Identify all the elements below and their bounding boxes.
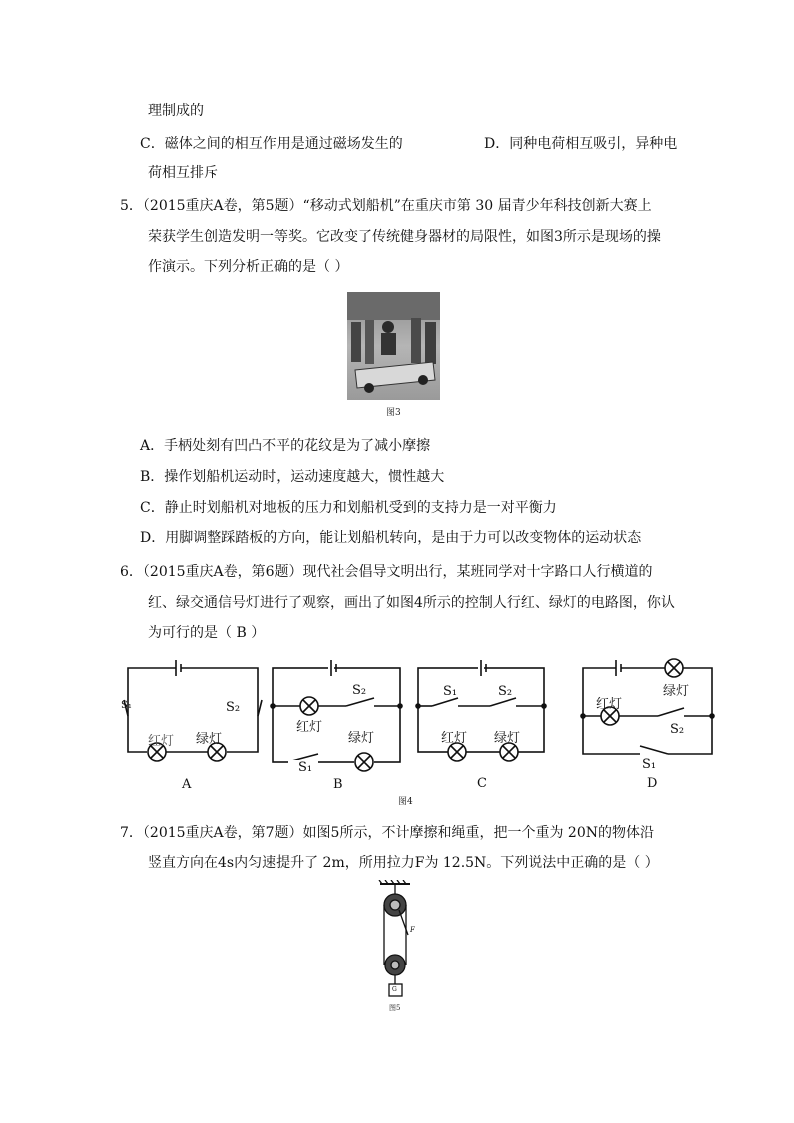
circuit-b-green-label: 绿灯: [348, 731, 375, 746]
circuit-b-s1: S₁: [298, 760, 313, 775]
question-6-line3: 为可行的是（ B ）: [148, 625, 266, 641]
circuit-d-s1: S₁: [642, 757, 657, 772]
circuit-b: [271, 660, 402, 771]
figure-4-caption: 图4: [398, 797, 413, 807]
option-5b: B．操作划船机运动时，运动速度越大，惯性越大: [140, 469, 445, 485]
question-5-line3: 作演示。下列分析正确的是（ ）: [148, 259, 349, 275]
pulley-force-label: F: [410, 926, 415, 934]
question-5-line2: 荣获学生创造发明一等奖。它改变了传统健身器材的局限性，如图3所示是现场的操: [148, 229, 661, 245]
option-5c: C．静止时划船机对地板的压力和划船机受到的支持力是一对平衡力: [140, 500, 557, 516]
question-7-line1: 7．（2015重庆A卷，第7题）如图5所示，不计摩擦和绳重，把一个重为 20N的物体沿: [120, 825, 654, 841]
circuit-d-red-label: 红灯: [596, 697, 623, 712]
question-5-line1: 5．（2015重庆A卷，第5题）“移动式划船机”在重庆市第 30 届青少年科技创新大赛上: [120, 198, 652, 214]
circuit-a-s1: S₁: [121, 700, 132, 711]
figure-3-photo: [347, 292, 440, 400]
option-4d: D．同种电荷相互吸引，异种电: [484, 136, 678, 152]
circuit-d-green-label: 绿灯: [663, 684, 690, 699]
question-6-line1: 6．（2015重庆A卷，第6题）现代社会倡导文明出行，某班同学对十字路口人行横道的: [120, 564, 653, 580]
circuit-c: [416, 660, 546, 761]
circuit-a: [124, 660, 262, 761]
circuit-d-s2: S₂: [670, 722, 685, 737]
option-4c: C．磁体之间的相互作用是通过磁场发生的: [140, 136, 403, 152]
circuit-c-green-label: 绿灯: [494, 731, 521, 746]
circuit-c-s2: S₂: [498, 684, 513, 699]
option-5a: A．手柄处刻有凹凸不平的花纹是为了减小摩擦: [140, 438, 431, 454]
circuit-d-letter: D: [647, 776, 658, 791]
option-4d-cont: 荷相互排斥: [148, 165, 218, 181]
circuit-a-green-label: 绿灯: [196, 732, 223, 747]
text-line: 理制成的: [148, 103, 204, 119]
figure-3-caption: 图3: [386, 408, 401, 418]
question-6-line2: 红、绿交通信号灯进行了观察，画出了如图4所示的控制人行红、绿灯的电路图，你认: [148, 595, 675, 611]
circuit-a-red-label: 红灯: [148, 734, 175, 749]
option-5d: D．用脚调整踩踏板的方向，能让划船机转向，是由于力可以改变物体的运动状态: [140, 530, 642, 546]
circuit-c-red-label: 红灯: [441, 731, 468, 746]
circuit-c-s1: S₁: [443, 684, 458, 699]
circuit-b-s2: S₂: [352, 683, 367, 698]
circuit-c-letter: C: [477, 776, 487, 791]
figure-5-caption: 图5: [389, 1004, 401, 1012]
pulley-weight-label: G: [392, 986, 397, 993]
circuit-a-letter: A: [182, 777, 192, 792]
question-7-line2: 竖直方向在4s内匀速提升了 2m，所用拉力F为 12.5N。下列说法中正确的是（ ）: [148, 855, 659, 871]
circuit-b-letter: B: [333, 777, 343, 792]
circuit-a-s2: S₂: [226, 700, 241, 715]
circuit-b-red-label: 红灯: [296, 720, 323, 735]
